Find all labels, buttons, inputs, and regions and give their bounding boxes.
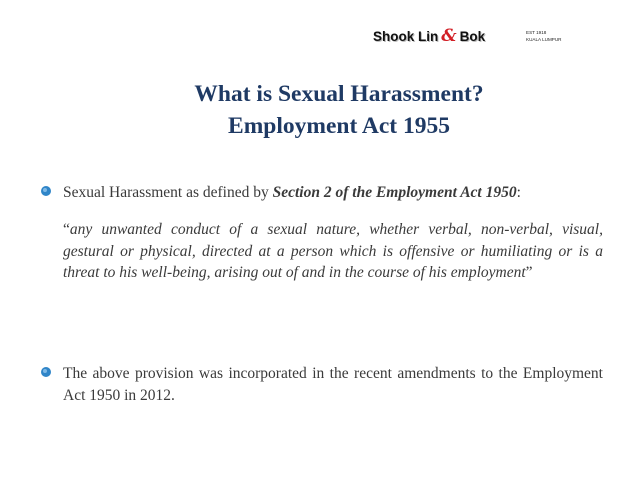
logo-city-line: KUALA LUMPUR (526, 37, 562, 42)
bullet-1-lead: Sexual Harassment as defined by (63, 184, 273, 201)
bullet-icon (40, 366, 54, 380)
quote-close: ” (525, 264, 533, 281)
definition-quote (63, 219, 603, 284)
logo-est-line: EST 1918 (526, 30, 547, 35)
firm-logo (373, 26, 485, 46)
logo-ampersand: & (441, 25, 457, 46)
slide-title-line-2: Employment Act 1955 (228, 113, 450, 139)
bullet-icon (40, 185, 54, 199)
bullet-1-reference: Section 2 of the Employment Act 1950 (272, 184, 517, 201)
logo-name-left: Shook Lin (373, 28, 439, 44)
bullet-1-text (63, 182, 603, 204)
logo-meta (526, 29, 562, 43)
quote-open: “ (63, 221, 70, 238)
quote-body: any unwanted conduct of a sexual nature, whether verbal, non-verbal, visual, gestural or physical, directed at a person which is offensive or humiliating or is a threat to his well-being, arising out of and in the course of his employment (63, 221, 603, 281)
logo-name-right: Bok (459, 28, 486, 44)
bullet-2-text: The above provision was incorporated in the recent amendments to the Employment Act 1950 in 2012. (63, 365, 603, 404)
slide-title-line-1: What is Sexual Harassment? (194, 81, 484, 107)
bullet-1-colon: : (516, 184, 521, 201)
